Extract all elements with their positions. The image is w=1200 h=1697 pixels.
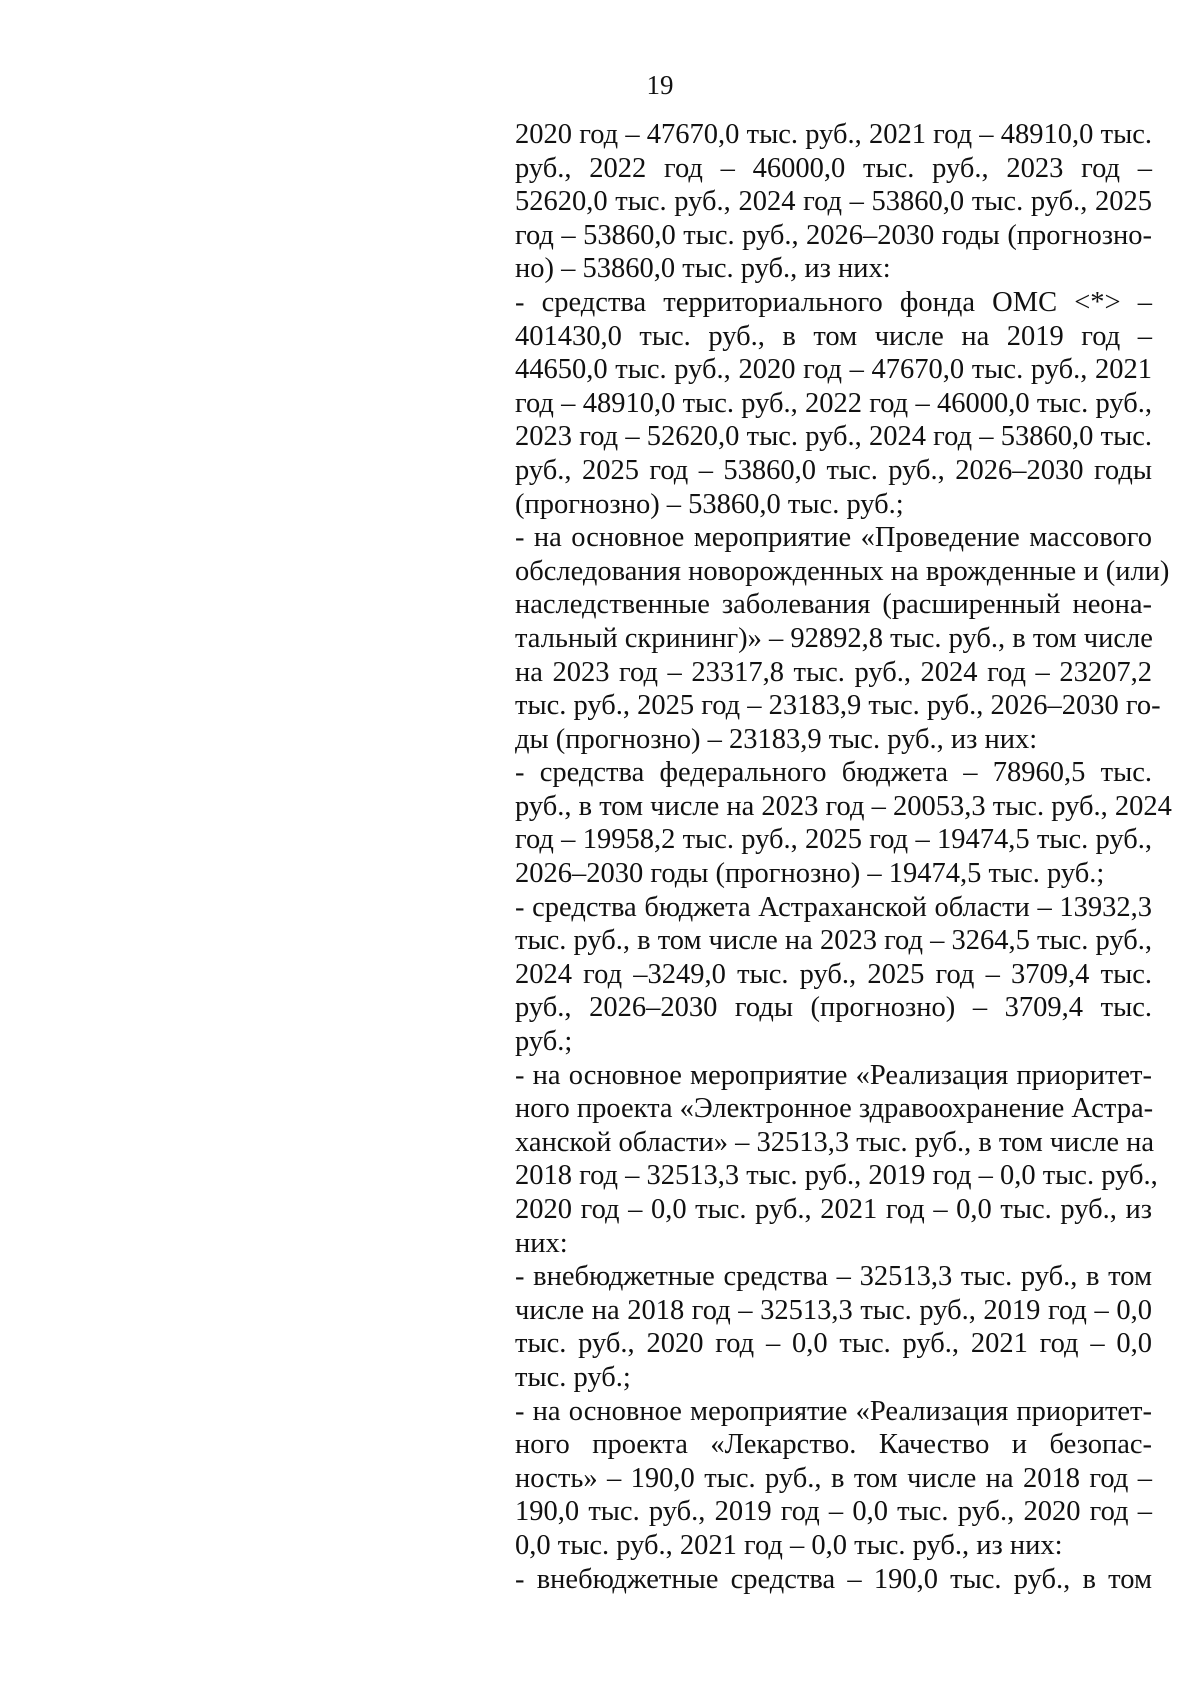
text-line: тыс. руб., 2025 год – 23183,9 тыс. руб., 2026–2030 го-	[515, 690, 1161, 722]
text-line: - средства территориального фонда ОМС <*> –	[515, 286, 1152, 318]
page-number: 19	[646, 70, 674, 100]
text-line: обследования новорожденных на врожденные и (или)	[515, 555, 1170, 587]
document-body	[515, 118, 1172, 1596]
text-line: на 2023 год – 23317,8 тыс. руб., 2024 год – 23207,2	[515, 656, 1152, 688]
text-line: но) – 53860,0 тыс. руб., из них:	[515, 253, 891, 285]
text-line: - средства федерального бюджета – 78960,5 тыс.	[515, 757, 1152, 789]
text-line: 2026–2030 годы (прогнозно) – 19474,5 тыс. руб.;	[515, 858, 1105, 890]
text-line: ность» – 190,0 тыс. руб., в том числе на 2018 год –	[515, 1462, 1152, 1494]
text-line: ного проекта «Лекарство. Качество и безопас-	[515, 1429, 1152, 1461]
text-line: - внебюджетные средства – 32513,3 тыс. руб., в том	[515, 1261, 1152, 1293]
text-line: руб., в том числе на 2023 год – 20053,3 тыс. руб., 2024	[515, 790, 1172, 822]
text-line: ного проекта «Электронное здравоохранение Астра-	[515, 1093, 1154, 1125]
text-line: ды (прогнозно) – 23183,9 тыс. руб., из них:	[515, 723, 1038, 755]
text-line: тыс. руб., 2020 год – 0,0 тыс. руб., 2021 год – 0,0	[515, 1328, 1152, 1360]
text-line: руб., 2025 год – 53860,0 тыс. руб., 2026–2030 годы	[515, 454, 1152, 486]
text-line: руб., 2026–2030 годы (прогнозно) – 3709,4 тыс.	[515, 992, 1152, 1024]
text-line: - средства бюджета Астраханской области – 13932,3	[515, 891, 1152, 923]
text-line: год – 53860,0 тыс. руб., 2026–2030 годы (прогнозно-	[515, 219, 1152, 251]
text-line: - на основное мероприятие «Проведение массового	[515, 522, 1152, 554]
text-line: числе на 2018 год – 32513,3 тыс. руб., 2019 год – 0,0	[515, 1294, 1152, 1326]
text-line: 401430,0 тыс. руб., в том числе на 2019 год –	[515, 320, 1152, 352]
text-line: руб., 2022 год – 46000,0 тыс. руб., 2023 год –	[515, 152, 1152, 184]
text-line: - внебюджетные средства – 190,0 тыс. руб., в том	[515, 1563, 1152, 1595]
text-line: них:	[515, 1227, 568, 1259]
text-line: год – 19958,2 тыс. руб., 2025 год – 19474,5 тыс. руб.,	[515, 824, 1152, 856]
text-line: 2023 год – 52620,0 тыс. руб., 2024 год – 53860,0 тыс.	[515, 421, 1152, 453]
text-line: тыс. руб., в том числе на 2023 год – 3264,5 тыс. руб.,	[515, 925, 1152, 957]
text-line: тыс. руб.;	[515, 1361, 631, 1393]
text-line: 52620,0 тыс. руб., 2024 год – 53860,0 тыс. руб., 2025	[515, 186, 1152, 218]
text-line: 190,0 тыс. руб., 2019 год – 0,0 тыс. руб., 2020 год –	[515, 1496, 1152, 1528]
text-line: год – 48910,0 тыс. руб., 2022 год – 46000,0 тыс. руб.,	[515, 387, 1152, 419]
text-line: тальный скрининг)» – 92892,8 тыс. руб., в том числе	[515, 622, 1153, 654]
text-line: 2020 год – 47670,0 тыс. руб., 2021 год – 48910,0 тыс.	[515, 119, 1152, 150]
text-line: (прогнозно) – 53860,0 тыс. руб.;	[515, 488, 904, 520]
text-line: наследственные заболевания (расширенный неона-	[515, 589, 1152, 621]
text-line: - на основное мероприятие «Реализация приоритет-	[515, 1059, 1152, 1091]
text-line: 2020 год – 0,0 тыс. руб., 2021 год – 0,0 тыс. руб., из	[515, 1194, 1152, 1225]
text-line: 2024 год –3249,0 тыс. руб., 2025 год – 3709,4 тыс.	[515, 958, 1152, 990]
text-line: 0,0 тыс. руб., 2021 год – 0,0 тыс. руб., из них:	[515, 1529, 1063, 1561]
text-line: 44650,0 тыс. руб., 2020 год – 47670,0 тыс. руб., 2021	[515, 354, 1152, 386]
text-line: ханской области» – 32513,3 тыс. руб., в том числе на	[515, 1126, 1155, 1158]
text-line: руб.;	[515, 1026, 573, 1058]
text-line: - на основное мероприятие «Реализация приоритет-	[515, 1395, 1152, 1427]
text-line: 2018 год – 32513,3 тыс. руб., 2019 год – 0,0 тыс. руб.,	[515, 1160, 1158, 1192]
